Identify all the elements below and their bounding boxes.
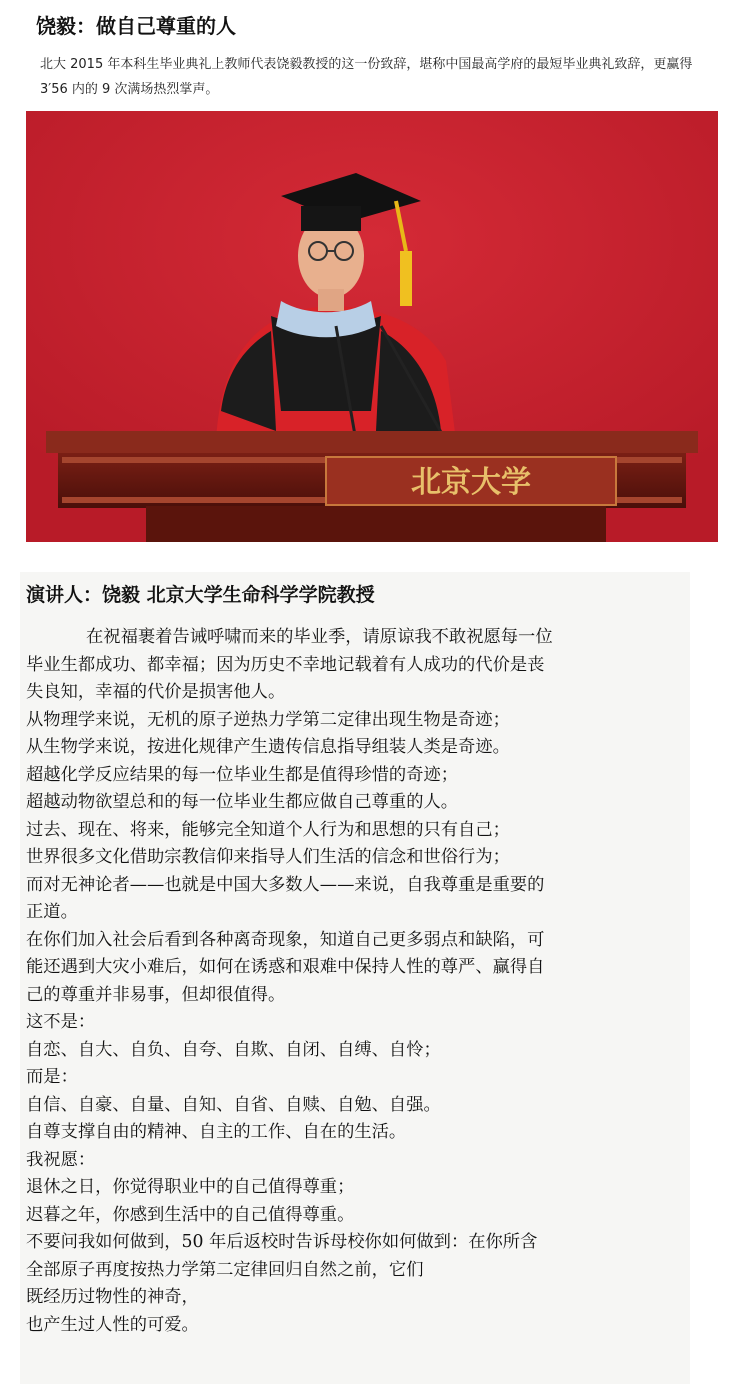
speech-line: 自信、自豪、自量、自知、自省、自赎、自勉、自强。 [26, 1094, 441, 1115]
speech-line: 迟暮之年，你感到生活中的自己值得尊重。 [26, 1204, 355, 1225]
speech-line: 在你们加入社会后看到各种离奇现象，知道自己更多弱点和缺陷，可 [26, 929, 545, 950]
intro-text: 北大 2015 年本科生毕业典礼上教师代表饶毅教授的这一份致辞，堪称中国最高学府的最短毕业典礼致辞，更赢得 3′56 内的 9 次满场热烈掌声。 [40, 57, 693, 97]
speech-line: 能还遇到大灾小难后，如何在诱惑和艰难中保持人性的尊严、赢得自 [26, 957, 545, 977]
speech-line: 而是： [26, 1067, 78, 1087]
speech-line: 正道。 [26, 902, 78, 922]
speech-line: 超越动物欲望总和的每一位毕业生都应做自己尊重的人。 [26, 792, 459, 812]
speech-line: 自恋、自大、自负、自夸、自欺、自闭、自缚、自怜； [26, 1039, 441, 1060]
speech-line: 而对无神论者——也就是中国大多数人——来说，自我尊重是重要的 [26, 874, 545, 895]
speech-line: 全部原子再度按热力学第二定律回归自然之前，它们 [26, 1259, 424, 1280]
ceremony-photo [26, 111, 718, 542]
speech-line: 毕业生都成功、都幸福；因为历史不幸地记载着有人成功的代价是丧 [26, 654, 545, 675]
speaker-line: 演讲人：饶毅 北京大学生命科学学院教授 [26, 584, 375, 606]
speech-line: 我祝愿： [26, 1149, 96, 1170]
speech-line: 不要问我如何做到，50 年后返校时告诉母校你如何做到：在你所含 [26, 1232, 538, 1252]
speech-line: 在祝福裹着告诫呼啸而来的毕业季，请原谅我不敢祝愿每一位 [86, 627, 553, 647]
speech-line: 从生物学来说，按进化规律产生遗传信息指导组装人类是奇迹。 [26, 737, 510, 757]
speech-line: 世界很多文化借助宗教信仰来指导人们生活的信念和世俗行为； [26, 847, 510, 867]
speech-text [26, 624, 688, 1339]
speech-line: 失良知，幸福的代价是损害他人。 [26, 682, 286, 702]
speech-line: 这不是： [26, 1012, 96, 1032]
speech-line: 也产生过人性的可爱。 [26, 1314, 199, 1335]
article-title: 饶毅：做自己尊重的人 [36, 14, 236, 38]
speech-line: 己的尊重并非易事，但却很值得。 [26, 984, 286, 1005]
podium-text: 北京大学 [411, 465, 531, 500]
speech-section [20, 572, 690, 1384]
speech-line: 从物理学来说，无机的原子逆热力学第二定律出现生物是奇迹； [26, 709, 510, 730]
speech-line: 过去、现在、将来，能够完全知道个人行为和思想的只有自己； [26, 819, 510, 840]
speech-line: 自尊支撑自由的精神、自主的工作、自在的生活。 [26, 1122, 407, 1142]
speech-line: 退休之日，你觉得职业中的自己值得尊重； [26, 1177, 355, 1197]
speech-line: 既经历过物性的神奇， [26, 1287, 199, 1307]
speech-line: 超越化学反应结果的每一位毕业生都是值得珍惜的奇迹； [26, 764, 459, 785]
